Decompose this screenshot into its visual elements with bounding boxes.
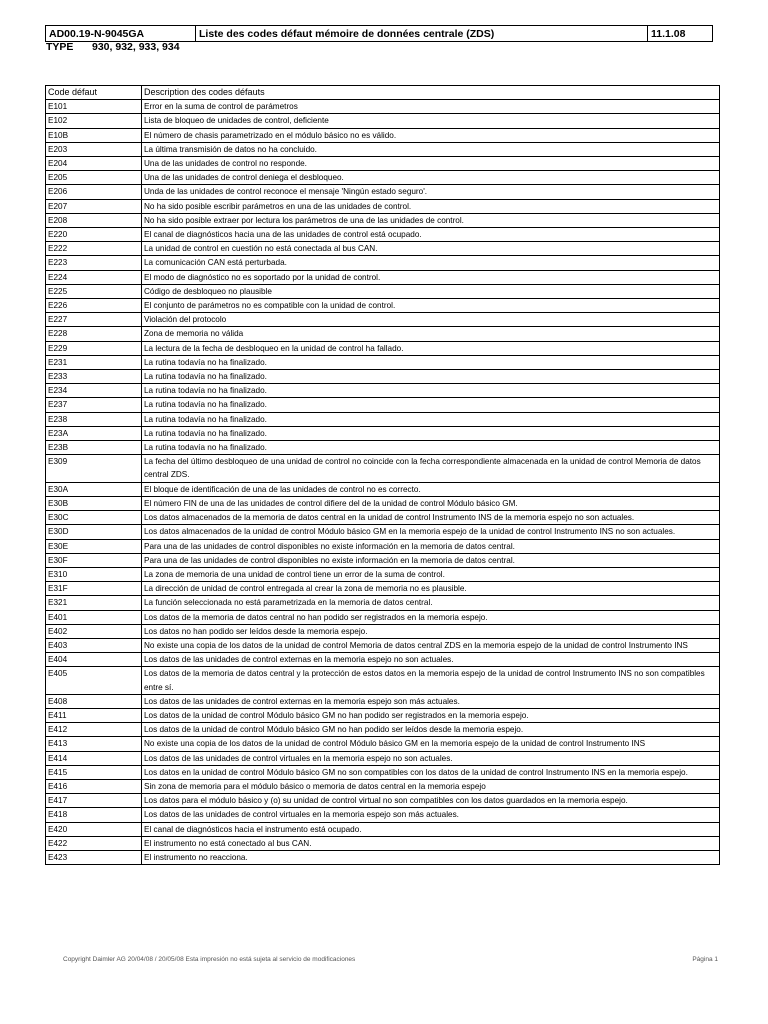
fault-description: Los datos para el módulo básico y (o) su unidad de control virtual no son compatibles con los datos guardados en la memoria espejo. xyxy=(142,794,720,808)
copyright-note: Copyright Daimler AG 20/04/08 / 20/05/08 Esta impresión no está sujeta al servicio de modificaciones xyxy=(63,956,356,963)
fault-description: La rutina todavía no ha finalizado. xyxy=(142,384,720,398)
table-row xyxy=(46,100,720,114)
table-row xyxy=(46,284,720,298)
table-row xyxy=(46,596,720,610)
fault-code: E422 xyxy=(46,836,142,850)
fault-code: E403 xyxy=(46,638,142,652)
fault-description: Los datos de la memoria de datos central no han podido ser registrados en la memoria espejo. xyxy=(142,610,720,624)
fault-description: No ha sido posible escribir parámetros en una de las unidades de control. xyxy=(142,199,720,213)
fault-description: No ha sido posible extraer por lectura los parámetros de una de las unidades de control. xyxy=(142,213,720,227)
fault-code: E413 xyxy=(46,737,142,751)
fault-description: Para una de las unidades de control disponibles no existe información en la memoria de datos central. xyxy=(142,539,720,553)
table-row xyxy=(46,511,720,525)
fault-code: E30A xyxy=(46,482,142,496)
fault-description: Error en la suma de control de parámetros xyxy=(142,100,720,114)
table-row xyxy=(46,398,720,412)
fault-code: E204 xyxy=(46,157,142,171)
fault-code: E415 xyxy=(46,765,142,779)
fault-code: E30C xyxy=(46,511,142,525)
table-row xyxy=(46,299,720,313)
table-row xyxy=(46,496,720,510)
fault-description: El instrumento no reacciona. xyxy=(142,850,720,864)
fault-description: Los datos de la memoria de datos central y la protección de estos datos en la memoria espejo de la unidad de control Instrumento INS no son compatibles entre sí. xyxy=(142,667,720,694)
table-row xyxy=(46,199,720,213)
fault-code: E420 xyxy=(46,822,142,836)
fault-description: Los datos de las unidades de control externas en la memoria espejo son más actuales. xyxy=(142,694,720,708)
table-row xyxy=(46,384,720,398)
col-header-code: Code défaut xyxy=(46,86,142,100)
table-row xyxy=(46,171,720,185)
fault-code: E225 xyxy=(46,284,142,298)
table-header-row xyxy=(46,86,720,100)
fault-code: E206 xyxy=(46,185,142,199)
fault-code: E228 xyxy=(46,327,142,341)
table-row xyxy=(46,482,720,496)
table-row xyxy=(46,723,720,737)
table-row xyxy=(46,751,720,765)
fault-description: La lectura de la fecha de desbloqueo en la unidad de control ha fallado. xyxy=(142,341,720,355)
fault-code: E30D xyxy=(46,525,142,539)
fault-code-table xyxy=(45,85,720,865)
fault-description: Los datos almacenados de la memoria de datos central en la unidad de control Instrumento INS de la memoria espejo no son actuales. xyxy=(142,511,720,525)
fault-description: La fecha del último desbloqueo de una unidad de control no coincide con la fecha correspondiente almacenada en la unidad de control Memoria de datos central ZDS. xyxy=(142,455,720,482)
fault-code: E30F xyxy=(46,553,142,567)
table-row xyxy=(46,653,720,667)
fault-code: E414 xyxy=(46,751,142,765)
col-header-description: Description des codes défauts xyxy=(142,86,720,100)
fault-code: E411 xyxy=(46,708,142,722)
fault-description: El conjunto de parámetros no es compatible con la unidad de control. xyxy=(142,299,720,313)
table-row xyxy=(46,370,720,384)
fault-description: La rutina todavía no ha finalizado. xyxy=(142,426,720,440)
table-row xyxy=(46,822,720,836)
fault-description: Los datos de la unidad de control Módulo básico GM no han podido ser registrados en la memoria espejo. xyxy=(142,708,720,722)
fault-code: E401 xyxy=(46,610,142,624)
fault-code: E233 xyxy=(46,370,142,384)
fault-description: La función seleccionada no está parametrizada en la memoria de datos central. xyxy=(142,596,720,610)
doc-id: AD00.19-N-9045GA xyxy=(46,26,196,41)
fault-code: E412 xyxy=(46,723,142,737)
type-values: 930, 932, 933, 934 xyxy=(92,41,180,53)
fault-description: La rutina todavía no ha finalizado. xyxy=(142,412,720,426)
fault-description: No existe una copia de los datos de la unidad de control Módulo básico GM en la memoria espejo de la unidad de control Instrumento INS xyxy=(142,737,720,751)
table-row xyxy=(46,213,720,227)
fault-code: E227 xyxy=(46,313,142,327)
table-row xyxy=(46,242,720,256)
doc-date: 11.1.08 xyxy=(651,28,686,40)
fault-code: E404 xyxy=(46,653,142,667)
table-row xyxy=(46,185,720,199)
fault-code: E30B xyxy=(46,496,142,510)
fault-code: E408 xyxy=(46,694,142,708)
fault-code: E423 xyxy=(46,850,142,864)
fault-code: E417 xyxy=(46,794,142,808)
table-row xyxy=(46,256,720,270)
fault-description: Una de las unidades de control no responde. xyxy=(142,157,720,171)
fault-description: La zona de memoria de una unidad de control tiene un error de la suma de control. xyxy=(142,567,720,581)
fault-code: E237 xyxy=(46,398,142,412)
table-row xyxy=(46,765,720,779)
fault-description: La rutina todavía no ha finalizado. xyxy=(142,370,720,384)
fault-description: Código de desbloqueo no plausible xyxy=(142,284,720,298)
table-row xyxy=(46,667,720,694)
fault-description: Los datos en la unidad de control Módulo básico GM no son compatibles con los datos de la unidad de control Instrumento INS en la memoria espejo. xyxy=(142,765,720,779)
table-row xyxy=(46,412,720,426)
table-row xyxy=(46,228,720,242)
fault-description: La rutina todavía no ha finalizado. xyxy=(142,355,720,369)
document-header xyxy=(45,25,713,42)
table-row xyxy=(46,157,720,171)
fault-description: La rutina todavía no ha finalizado. xyxy=(142,441,720,455)
fault-code: E309 xyxy=(46,455,142,482)
fault-code: E222 xyxy=(46,242,142,256)
table-row xyxy=(46,708,720,722)
table-row xyxy=(46,525,720,539)
fault-description: El canal de diagnósticos hacia el instrumento está ocupado. xyxy=(142,822,720,836)
table-row xyxy=(46,327,720,341)
fault-description: Los datos de las unidades de control virtuales en la memoria espejo son más actuales. xyxy=(142,808,720,822)
table-row xyxy=(46,114,720,128)
fault-description: Los datos de las unidades de control virtuales en la memoria espejo no son actuales. xyxy=(142,751,720,765)
fault-description: Violación del protocolo xyxy=(142,313,720,327)
table-row xyxy=(46,737,720,751)
table-body xyxy=(46,100,720,865)
table-row xyxy=(46,270,720,284)
fault-code: E224 xyxy=(46,270,142,284)
fault-description: La unidad de control en cuestión no está conectada al bus CAN. xyxy=(142,242,720,256)
fault-code: E220 xyxy=(46,228,142,242)
fault-description: El canal de diagnósticos hacia una de las unidades de control está ocupado. xyxy=(142,228,720,242)
fault-description: Una de las unidades de control deniega el desbloqueo. xyxy=(142,171,720,185)
type-line xyxy=(46,41,180,53)
table-row xyxy=(46,694,720,708)
fault-code: E231 xyxy=(46,355,142,369)
fault-description: Sin zona de memoria para el módulo básico o memoria de datos central en la memoria espejo xyxy=(142,779,720,793)
table-row xyxy=(46,808,720,822)
table-row xyxy=(46,794,720,808)
fault-description: La comunicación CAN está perturbada. xyxy=(142,256,720,270)
fault-description: Para una de las unidades de control disponibles no existe información en la memoria de datos central. xyxy=(142,553,720,567)
table-row xyxy=(46,850,720,864)
fault-description: La última transmisión de datos no ha concluido. xyxy=(142,142,720,156)
table-row xyxy=(46,638,720,652)
page-number: Página 1 xyxy=(692,956,718,963)
table-row xyxy=(46,539,720,553)
fault-description: El modo de diagnóstico no es soportado por la unidad de control. xyxy=(142,270,720,284)
fault-description: La rutina todavía no ha finalizado. xyxy=(142,398,720,412)
table-row xyxy=(46,624,720,638)
fault-description: El instrumento no está conectado al bus CAN. xyxy=(142,836,720,850)
fault-code: E238 xyxy=(46,412,142,426)
page-footer xyxy=(63,956,718,963)
fault-description: Unda de las unidades de control reconoce el mensaje 'Ningún estado seguro'. xyxy=(142,185,720,199)
fault-code: E10B xyxy=(46,128,142,142)
fault-code: E203 xyxy=(46,142,142,156)
fault-description: Los datos almacenados de la unidad de control Módulo básico GM en la memoria espejo de la unidad de control Instrumento INS no son actuales. xyxy=(142,525,720,539)
fault-description: La dirección de unidad de control entregada al crear la zona de memoria no es plausible. xyxy=(142,582,720,596)
fault-code: E226 xyxy=(46,299,142,313)
table-row xyxy=(46,836,720,850)
fault-description: Los datos no han podido ser leídos desde la memoria espejo. xyxy=(142,624,720,638)
table-row xyxy=(46,313,720,327)
fault-code: E223 xyxy=(46,256,142,270)
fault-description: El bloque de identificación de una de las unidades de control no es correcto. xyxy=(142,482,720,496)
fault-code: E23B xyxy=(46,441,142,455)
fault-description: El número de chasis parametrizado en el módulo básico no es válido. xyxy=(142,128,720,142)
fault-description: No existe una copia de los datos de la unidad de control Memoria de datos central ZDS en la memoria espejo de la unidad de control Instrumento INS xyxy=(142,638,720,652)
fault-code: E205 xyxy=(46,171,142,185)
table-row xyxy=(46,779,720,793)
table-row xyxy=(46,610,720,624)
doc-title: Liste des codes défaut mémoire de données centrale (ZDS) xyxy=(196,26,648,41)
fault-code: E207 xyxy=(46,199,142,213)
fault-description: Lista de bloqueo de unidades de control, deficiente xyxy=(142,114,720,128)
fault-code: E208 xyxy=(46,213,142,227)
table-row xyxy=(46,355,720,369)
fault-code: E418 xyxy=(46,808,142,822)
table-row xyxy=(46,142,720,156)
fault-code: E229 xyxy=(46,341,142,355)
table-row xyxy=(46,553,720,567)
fault-code: E31F xyxy=(46,582,142,596)
fault-code: E321 xyxy=(46,596,142,610)
fault-code: E30E xyxy=(46,539,142,553)
fault-code: E102 xyxy=(46,114,142,128)
table-row xyxy=(46,426,720,440)
fault-description: Los datos de la unidad de control Módulo básico GM no han podido ser leídos desde la memoria espejo. xyxy=(142,723,720,737)
fault-code: E416 xyxy=(46,779,142,793)
table-row xyxy=(46,128,720,142)
fault-code: E405 xyxy=(46,667,142,694)
table-row xyxy=(46,567,720,581)
type-label: TYPE xyxy=(46,41,74,53)
fault-code: E310 xyxy=(46,567,142,581)
fault-description: Zona de memoria no válida xyxy=(142,327,720,341)
fault-description: El número FIN de una de las unidades de control difiere del de la unidad de control Módulo básico GM. xyxy=(142,496,720,510)
table-row xyxy=(46,455,720,482)
fault-code: E23A xyxy=(46,426,142,440)
table-row xyxy=(46,441,720,455)
fault-code: E101 xyxy=(46,100,142,114)
table-row xyxy=(46,582,720,596)
table-row xyxy=(46,341,720,355)
fault-code: E234 xyxy=(46,384,142,398)
fault-code: E402 xyxy=(46,624,142,638)
fault-description: Los datos de las unidades de control externas en la memoria espejo no son actuales. xyxy=(142,653,720,667)
